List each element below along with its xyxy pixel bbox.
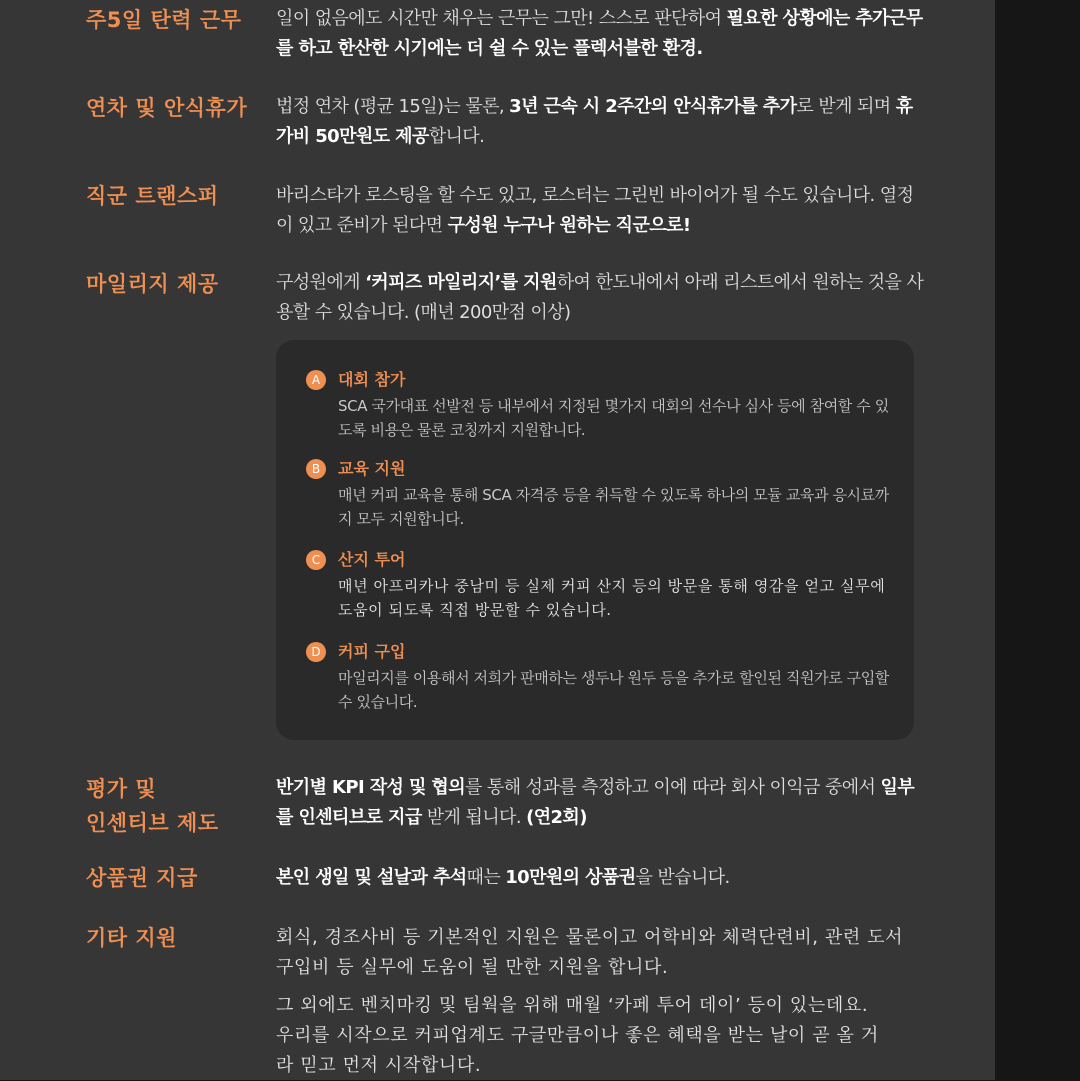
section-label-gift-card: 상품권 지급 [86,866,198,890]
section-desc-incentive: 반기별 KPI 작성 및 협의를 통해 성과를 측정하고 이에 따라 회사 이익금 중에서 일부를 인센티브로 지급 받게 됩니다. (연2회) [276,777,915,828]
section-label-flex-work: 주5일 탄력 근무 [86,8,242,32]
badge-d-icon: D [306,642,326,662]
mileage-item-desc: 마일리지를 이용해서 저희가 판매하는 생두나 원두 등을 추가로 할인된 직원가로 구입할 수 있습니다. [338,669,889,711]
mileage-card [276,340,914,740]
mileage-item-title: 대회 참가 [338,370,406,389]
mileage-item-desc: 매년 커피 교육을 통해 SCA 자격증 등을 취득할 수 있도록 하나의 모듈 교육과 응시료까지 모두 지원합니다. [338,486,889,528]
mileage-item-desc: SCA 국가대표 선발전 등 내부에서 지정된 몇가지 대회의 선수나 심사 등에 참여할 수 있도록 비용은 물론 코칭까지 지원합니다. [338,397,889,439]
section-label-other: 기타 지원 [86,926,177,950]
section-desc-other: 회식, 경조사비 등 기본적인 지원은 물론이고 어학비와 체력단련비, 관련 도서 구입비 등 실무에 도움이 될 만한 지원을 합니다. [276,927,904,978]
section-desc-gift-card: 본인 생일 및 설날과 추석때는 10만원의 상품권을 받습니다. [276,867,730,888]
badge-a-icon: A [306,370,326,390]
section-desc-mileage: 구성원에게 ‘커피즈 마일리지’를 지원하여 한도내에서 아래 리스트에서 원하는 것을 사용할 수 있습니다. (매년 200만점 이상) [276,272,924,323]
section-label-incentive: 평가 및 인센티브 제도 [86,777,219,835]
mileage-item-title: 산지 투어 [338,550,406,569]
mileage-item-title: 교육 지원 [338,459,406,478]
section-desc-flex-work: 일이 없음에도 시간만 채우는 근무는 그만! 스스로 판단하여 필요한 상황에는 추가근무를 하고 한산한 시기에는 더 쉴 수 있는 플렉서블한 환경. [276,8,923,59]
section-desc-other-extra: 그 외에도 벤치마킹 및 팀웍을 위해 매월 ‘카페 투어 데이’ 등이 있는데요. 우리를 시작으로 커피업계도 구글만큼이나 좋은 혜택을 받는 날이 곧 올 거라 믿고 먼저 시작합니다. [276,995,879,1076]
section-label-mileage: 마일리지 제공 [86,272,219,296]
section-label-transfer: 직군 트랜스퍼 [86,184,219,208]
mileage-item-desc: 매년 아프리카나 중남미 등 실제 커피 산지 등의 방문을 통해 영감을 얻고 실무에 도움이 되도록 직접 방문할 수 있습니다. [338,577,886,619]
mileage-item-title: 커피 구입 [338,642,406,661]
section-desc-vacation: 법정 연차 (평균 15일)는 물론, 3년 근속 시 2주간의 안식휴가를 추가로 받게 되며 휴가비 50만원도 제공합니다. [276,96,913,147]
badge-b-icon: B [306,459,326,479]
section-label-vacation: 연차 및 안식휴가 [86,96,248,120]
badge-c-icon: C [306,550,326,570]
section-desc-transfer: 바리스타가 로스팅을 할 수도 있고, 로스터는 그린빈 바이어가 될 수도 있습니다. 열정이 있고 준비가 된다면 구성원 누구나 원하는 직군으로! [276,185,914,236]
